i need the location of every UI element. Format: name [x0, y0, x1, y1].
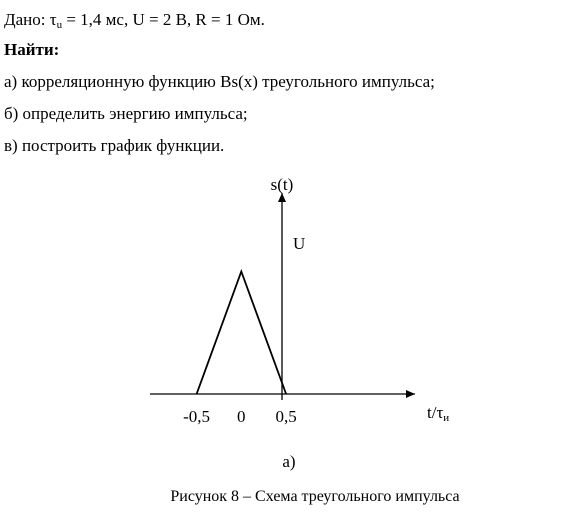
x-axis-label-subscript: и — [443, 412, 450, 424]
x-tick-label-2: 0,5 — [275, 407, 297, 426]
figure-label: а) — [282, 452, 296, 471]
figure-caption: Рисунок 8 – Схема треугольного импульса — [170, 488, 460, 505]
x-axis-label-main: t/τ — [427, 403, 444, 422]
find-heading: Найти: — [4, 40, 60, 59]
task-a: а) корреляционную функцию Bs(x) треугольного импульса; — [4, 72, 435, 91]
x-axis-label — [427, 403, 449, 424]
task-c: в) построить график функции. — [4, 136, 225, 155]
tau-subscript: u — [56, 19, 63, 31]
series-layer — [197, 272, 287, 395]
task-b: б) определить энергию импульса; — [4, 104, 248, 123]
tau-symbol: τ — [49, 10, 57, 29]
given-values: = 1,4 мс, U = 2 В, R = 1 Ом. — [62, 10, 265, 29]
x-tick-label-0: -0,5 — [183, 407, 211, 426]
y-axis-label: s(t) — [270, 175, 294, 194]
x-tick-label-1: 0 — [237, 407, 246, 426]
peak-label: U — [293, 234, 306, 253]
tick-layer — [183, 407, 297, 426]
given-prefix: Дано: — [4, 10, 50, 29]
series-line-0 — [197, 272, 287, 395]
